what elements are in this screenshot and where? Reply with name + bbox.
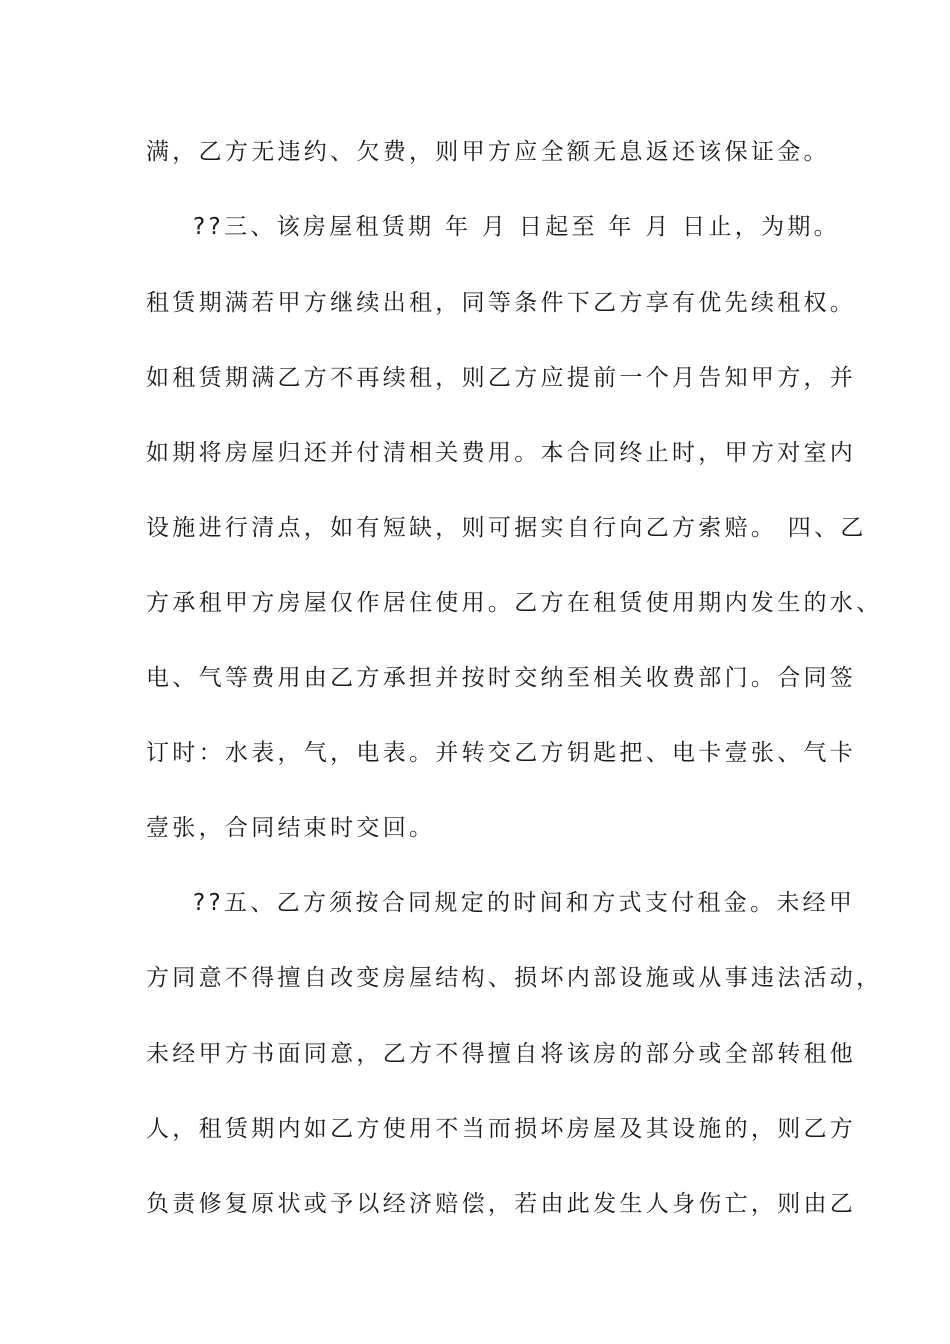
text-line: 方承租甲方房屋仅作居住使用。乙方在租赁使用期内发生的水、 <box>146 590 883 616</box>
text-line: 设施进行清点，如有短缺，则可据实自行向乙方索赔。 四、乙 <box>146 515 867 541</box>
text-line: 订时：水表，气，电表。并转交乙方钥匙把、电卡壹张、气卡 <box>146 740 857 766</box>
text-line: 如租赁期满乙方不再续租，则乙方应提前一个月告知甲方，并 <box>146 365 857 391</box>
text-line: ??五、乙方须按合同规定的时间和方式支付租金。未经甲 <box>193 890 856 916</box>
text-line: 如期将房屋归还并付清相关费用。本合同终止时，甲方对室内 <box>146 440 857 466</box>
text-line: 壹张，合同结束时交回。 <box>146 815 436 841</box>
text-line: 方同意不得擅自改变房屋结构、损坏内部设施或从事违法活动， <box>146 965 883 991</box>
text-line: ??三、该房屋租赁期 年 月 日起至 年 月 日止，为期。 <box>193 214 840 240</box>
text-line: 人，租赁期内如乙方使用不当而损坏房屋及其设施的，则乙方 <box>146 1116 857 1142</box>
text-line: 满，乙方无违约、欠费，则甲方应全额无息返还该保证金。 <box>146 139 830 165</box>
text-line: 未经甲方书面同意，乙方不得擅自将该房的部分或全部转租他 <box>146 1041 857 1067</box>
text-line: 租赁期满若甲方继续出租，同等条件下乙方享有优先续租权。 <box>146 290 857 316</box>
text-line: 电、气等费用由乙方承担并按时交纳至相关收费部门。合同签 <box>146 665 857 691</box>
text-line: 负责修复原状或予以经济赔偿，若由此发生人身伤亡，则由乙 <box>146 1191 857 1217</box>
